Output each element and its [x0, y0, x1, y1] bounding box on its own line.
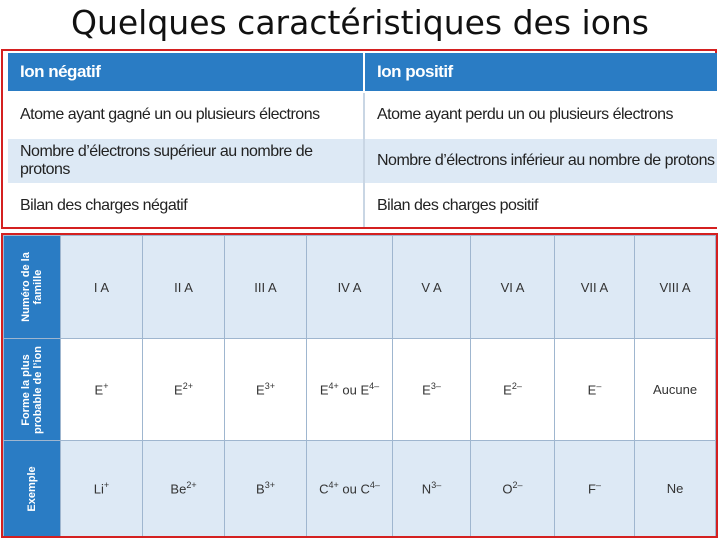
table-cell: $Be^{2+}$: [143, 441, 225, 537]
table-row: [8, 138, 717, 184]
table-cell: $N^{3-}$: [393, 441, 471, 537]
table-cell: VI A: [471, 236, 555, 339]
table-cell: $E^{3+}$: [225, 339, 307, 441]
table-cell: $E^{4+}$ ou $E^{4-}$: [307, 339, 393, 441]
table-cell: III A: [225, 236, 307, 339]
ion-comparison-table-frame: [1, 49, 717, 229]
table-cell: Nombre d’électrons supérieur au nombre de protons: [8, 138, 364, 184]
row-label-text: Exemple: [26, 465, 38, 512]
table-cell: $C^{4+}$ ou $C^{4-}$: [307, 441, 393, 537]
table-cell: VII A: [555, 236, 635, 339]
table-cell: $O^{2-}$: [471, 441, 555, 537]
table-row: [8, 184, 717, 227]
table-row: [8, 92, 717, 138]
table-cell: Nombre d’électrons inférieur au nombre de protons: [364, 138, 717, 184]
ion-form-row: [4, 339, 716, 441]
row-label-text: Forme la plus probable de l’ion: [20, 345, 44, 434]
header-positive-ion: Ion positif: [364, 53, 717, 92]
table-cell: F–: [555, 441, 635, 537]
page-title: Quelques caractéristiques des ions: [70, 3, 650, 42]
table-cell: $E^{2-}$: [471, 339, 555, 441]
table-cell: Bilan des charges négatif: [8, 184, 364, 227]
table-cell: Ne: [635, 441, 716, 537]
row-label-form: [4, 339, 61, 441]
table-cell: E+: [61, 339, 143, 441]
example-row: [4, 441, 716, 537]
ion-family-table: [3, 235, 716, 537]
row-label-family: [4, 236, 61, 339]
table-cell: V A: [393, 236, 471, 339]
header-negative-ion: Ion négatif: [8, 53, 364, 92]
table-cell: Bilan des charges positif: [364, 184, 717, 227]
table-header-row: [8, 53, 717, 92]
table-cell: $B^{3+}$: [225, 441, 307, 537]
table-cell: E–: [555, 339, 635, 441]
table-cell: II A: [143, 236, 225, 339]
table-cell: Atome ayant gagné un ou plusieurs électrons: [8, 92, 364, 138]
ion-comparison-table: [8, 53, 717, 227]
table-cell: Atome ayant perdu un ou plusieurs électrons: [364, 92, 717, 138]
ion-family-table-frame: [1, 233, 718, 538]
row-label-text: Numéro de la famille: [20, 252, 44, 322]
family-number-row: [4, 236, 716, 339]
table-cell: IV A: [307, 236, 393, 339]
table-cell: $E^{3-}$: [393, 339, 471, 441]
table-cell: $E^{2+}$: [143, 339, 225, 441]
table-cell: I A: [61, 236, 143, 339]
row-label-example: [4, 441, 61, 537]
table-cell: Li+: [61, 441, 143, 537]
table-cell: VIII A: [635, 236, 716, 339]
table-cell: Aucune: [635, 339, 716, 441]
